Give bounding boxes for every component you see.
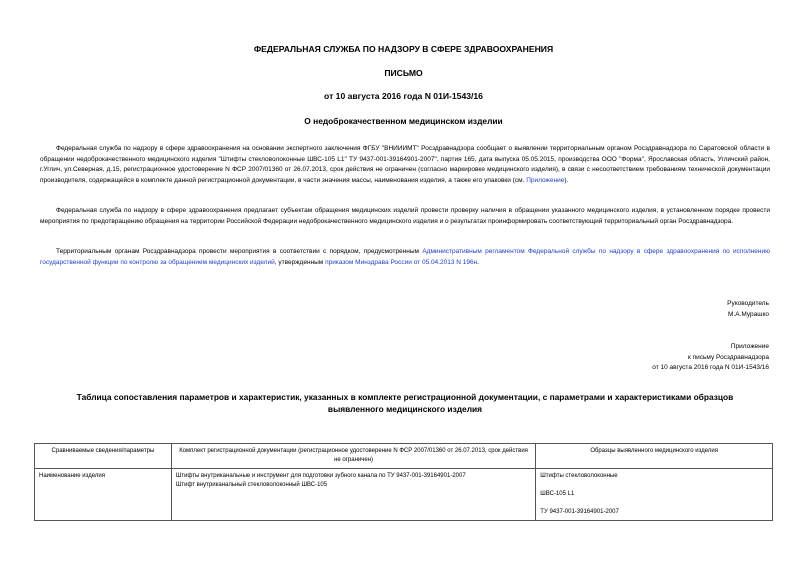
appendix-line3: от 10 августа 2016 года N 01И-1543/16 xyxy=(652,364,769,372)
signature-position: Руководитель xyxy=(727,300,769,307)
table-title: Таблица сопоставления параметров и характеристик, указанных в комплекте регистрационной документации, с параметрами и характеристиками образцов выявленного медицинского изделия xyxy=(76,392,734,414)
cell-reg-value xyxy=(171,469,535,521)
regulation-link[interactable]: Административным регламентом Федеральной службы по надзору в сфере здравоохранения по исполнению государственной функции по контролю за обращением медицинских изделий xyxy=(40,248,770,266)
signature-name: М.А.Мурашко xyxy=(727,310,769,318)
appendix-link[interactable]: Приложение xyxy=(526,176,565,184)
paragraph-2-text: Федеральная служба по надзору в сфере здравоохранения предлагает субъектам обращения медицинских изделий провести проверку наличия в обращении указанного медицинского изделия, в установленном порядке провести мероприятия по предотвращению обращения на территории Российской Федерации недоброкачественного медицинского изделия и о результатах проинформировать соответствующий территориальный орган Росздравнадзора. xyxy=(40,207,770,225)
sample-line-1: Штифты стекловолоконные xyxy=(540,473,618,479)
paragraph-2 xyxy=(40,206,770,227)
paragraph-3-mid: , утвержденным xyxy=(274,258,326,266)
appendix-block xyxy=(652,342,769,374)
cell-param-name: Наименование изделия xyxy=(35,469,172,521)
doc-subject: О недоброкачественном медицинском изделии xyxy=(304,116,503,126)
sample-line-3: ТУ 9437-001-39164901-2007 xyxy=(540,509,619,515)
doc-type: ПИСЬМО xyxy=(384,68,423,78)
cell-sample-value xyxy=(536,469,773,521)
comparison-table xyxy=(34,443,773,521)
appendix-line2: к письму Росздравнадзора xyxy=(687,353,769,361)
paragraph-3-start: Территориальным органам Росздравнадзора провести мероприятия в соответствии с порядком, предусмотренным xyxy=(56,248,423,255)
signature-block xyxy=(727,299,769,320)
paragraph-3-end: . xyxy=(477,258,480,266)
agency-title: ФЕДЕРАЛЬНАЯ СЛУЖБА ПО НАДЗОРУ В СФЕРЕ ЗДРАВООХРАНЕНИЯ xyxy=(253,44,554,54)
paragraph-1-text: Федеральная служба по надзору в сфере здравоохранения на основании экспертного заключения ФГБУ "ВНИИИМТ" Росздравнадзора сообщает о выявлении территориальным органом Росздравнадзора по Саратовской области в обращении недоброкачественного медицинского изделия "Штифты стекловолоконные ШВС-105 L1" ТУ 9437-001-39164901-2007", партия 165, дата выпуска 05.05.2015, производства ООО "Форма", Ярославская область, Угличский район, г.Углич, ул.Северная, д.15, регистрационное удостоверение N ФСР 2007/01360 от 26.07.2013, срок действия не ограничен (согласно маркировке медицинского изделия), в связи с несоответствием требованиям технической документации производителя, содержащейся в комплекте данной регистрационной документации, в части значения массы, наименования изделия, а также его упаковки (см. xyxy=(40,145,770,184)
paragraph-1-end: ). xyxy=(564,176,569,184)
doc-date-number: от 10 августа 2016 года N 01И-1543/16 xyxy=(324,91,483,101)
paragraph-3 xyxy=(40,247,770,268)
header-params: Сравниваемые сведения/параметры xyxy=(35,444,172,469)
header-samples: Образцы выявленного медицинского изделия xyxy=(536,444,773,469)
table-header-row xyxy=(35,444,773,469)
reg-line-2: Штифт внутриканальный стекловолоконный ШВС-105 xyxy=(175,482,328,488)
header-reg-docs: Комплект регистрационной документации (регистрационное удостоверение N ФСР 2007/01360 от 26.07.2013, срок действия не ограничен) xyxy=(171,444,535,469)
table-row xyxy=(35,469,773,521)
paragraph-1 xyxy=(40,144,770,186)
appendix-label: Приложение xyxy=(730,343,769,350)
order-link[interactable]: приказом Минздрава России от 05.04.2013 N 196н xyxy=(325,258,478,266)
reg-line-1: Штифты внутриканальные и инструмент для подготовки зубного канала по ТУ 9437-001-39164901-2007 xyxy=(175,473,466,479)
sample-line-2: ШВС-105 L1 xyxy=(540,491,575,497)
